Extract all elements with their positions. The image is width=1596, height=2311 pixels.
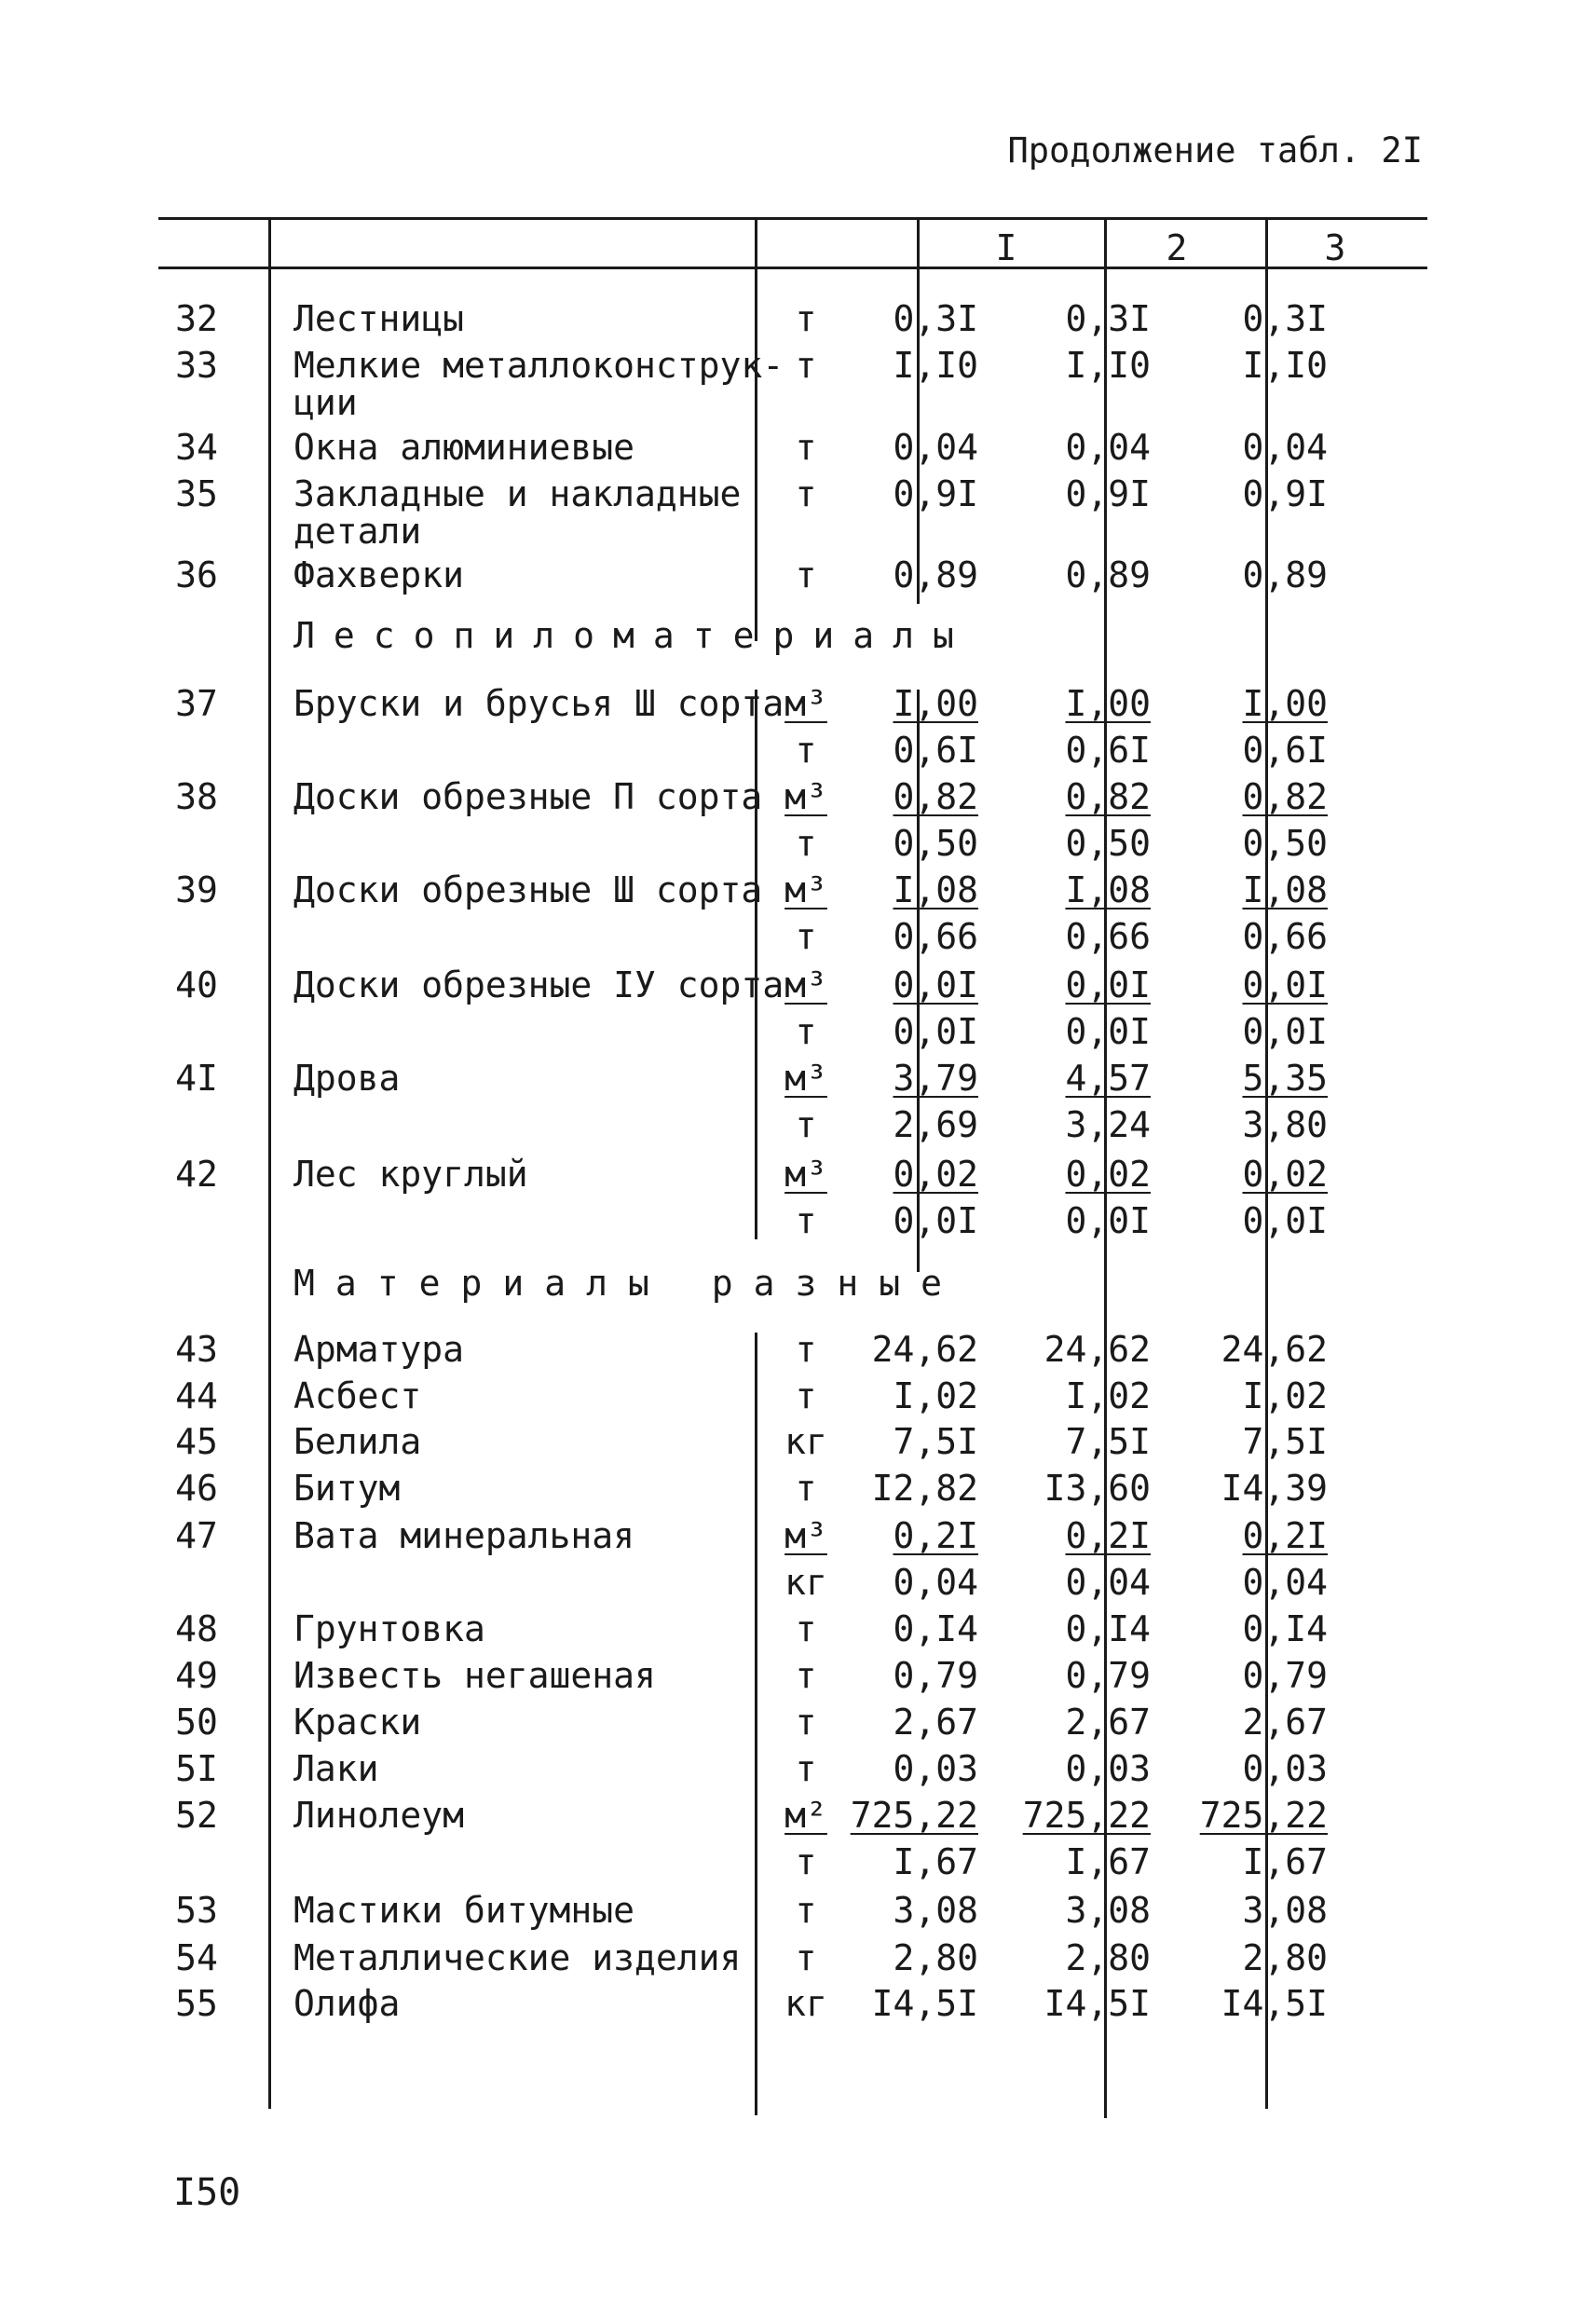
unit: т	[795, 298, 817, 339]
value-col-3: 0,3I	[1242, 298, 1328, 339]
unit: м³	[784, 1058, 827, 1099]
value-col-1: 2,67	[893, 1702, 978, 1743]
value-col-3: 5,35	[1242, 1058, 1328, 1099]
value-col-1: 0,0I	[893, 1011, 978, 1052]
value-col-2: 0,6I	[1065, 730, 1151, 771]
unit: т	[795, 1468, 817, 1509]
material-name: Лестницы	[293, 298, 465, 339]
row-number: 5I	[175, 1748, 218, 1789]
value-col-1: 0,66	[893, 916, 978, 957]
value-col-2: 3,24	[1065, 1104, 1151, 1145]
row-number: 42	[175, 1154, 218, 1195]
row-number: 44	[175, 1375, 218, 1416]
header-top-rule	[158, 217, 1427, 220]
material-name: Олифа	[293, 1983, 401, 2024]
value-col-1: 0,04	[893, 1562, 978, 1603]
unit: т	[795, 1329, 817, 1370]
value-col-1: 0,9I	[893, 473, 978, 514]
value-col-2: 2,80	[1065, 1937, 1151, 1978]
value-col-2: 0,04	[1065, 427, 1151, 468]
row-number: 37	[175, 683, 218, 724]
material-name: Мелкие металлоконструк- ции	[293, 345, 784, 423]
material-name: Закладные и накладные детали	[293, 473, 742, 552]
row-number: 32	[175, 298, 218, 339]
unit: т	[795, 427, 817, 468]
value-col-3: 0,0I	[1242, 1200, 1328, 1241]
value-col-3: 7,5I	[1242, 1421, 1328, 1462]
value-col-1: 0,79	[893, 1655, 978, 1696]
row-number: 39	[175, 869, 218, 910]
value-col-1: I,02	[893, 1375, 978, 1416]
value-col-3: 0,79	[1242, 1655, 1328, 1696]
value-col-3: 0,89	[1242, 554, 1328, 595]
value-col-2: 2,67	[1065, 1702, 1151, 1743]
value-col-2: 0,03	[1065, 1748, 1151, 1789]
value-col-2: 7,5I	[1065, 1421, 1151, 1462]
value-col-3: 3,08	[1242, 1890, 1328, 1931]
column-header-1: I	[995, 227, 1017, 268]
value-col-3: I,08	[1242, 869, 1328, 910]
value-col-3: 0,9I	[1242, 473, 1328, 514]
unit: т	[795, 823, 817, 864]
material-name: Доски обрезные П сорта	[293, 776, 763, 817]
value-col-2: 0,0I	[1065, 1200, 1151, 1241]
row-number: 47	[175, 1515, 218, 1556]
unit: м³	[784, 776, 827, 817]
material-name: Бруски и брусья Ш сорта	[293, 683, 784, 724]
row-number: 36	[175, 554, 218, 595]
unit: т	[795, 1702, 817, 1743]
value-col-1: 0,I4	[893, 1608, 978, 1649]
value-col-3: 725,22	[1199, 1795, 1328, 1836]
value-col-1: 0,2I	[893, 1515, 978, 1556]
value-col-3: 0,0I	[1242, 1011, 1328, 1052]
value-col-3: 0,04	[1242, 427, 1328, 468]
material-name: Лаки	[293, 1748, 379, 1789]
column-header-2: 2	[1166, 227, 1188, 268]
divider-name-unit	[755, 217, 757, 641]
value-col-2: I,02	[1065, 1375, 1151, 1416]
value-col-2: 0,50	[1065, 823, 1151, 864]
row-number: 43	[175, 1329, 218, 1370]
value-col-1: 0,82	[893, 776, 978, 817]
value-col-3: I4,39	[1221, 1468, 1328, 1509]
material-name: Доски обрезные Ш сорта	[293, 869, 763, 910]
value-col-1: 0,50	[893, 823, 978, 864]
value-col-2: 0,9I	[1065, 473, 1151, 514]
column-header-3: 3	[1324, 227, 1346, 268]
unit: т	[795, 1655, 817, 1696]
unit: м³	[784, 683, 827, 724]
value-col-3: 0,02	[1242, 1154, 1328, 1195]
value-col-1: 0,02	[893, 1154, 978, 1195]
value-col-1: I,08	[893, 869, 978, 910]
material-name: Битум	[293, 1468, 401, 1509]
page-number: I50	[173, 2171, 241, 2214]
value-col-1: I2,82	[871, 1468, 978, 1509]
value-col-2: 4,57	[1065, 1058, 1151, 1099]
row-number: 33	[175, 345, 218, 386]
row-number: 49	[175, 1655, 218, 1696]
unit: т	[795, 1200, 817, 1241]
unit: т	[795, 1937, 817, 1978]
value-col-3: I,02	[1242, 1375, 1328, 1416]
material-name: Белила	[293, 1421, 422, 1462]
row-number: 50	[175, 1702, 218, 1743]
material-name: Фахверки	[293, 554, 465, 595]
value-col-1: 0,0I	[893, 1200, 978, 1241]
material-name: Окна алюминиевые	[293, 427, 635, 468]
unit: м³	[784, 1515, 827, 1556]
value-col-3: 0,66	[1242, 916, 1328, 957]
value-col-1: 3,08	[893, 1890, 978, 1931]
row-number: 46	[175, 1468, 218, 1509]
unit: т	[795, 1375, 817, 1416]
value-col-1: 0,03	[893, 1748, 978, 1789]
unit: т	[795, 1841, 817, 1882]
row-number: 52	[175, 1795, 218, 1836]
value-col-1: I,00	[893, 683, 978, 724]
value-col-1: 24,62	[871, 1329, 978, 1370]
row-number: 34	[175, 427, 218, 468]
value-col-2: I,I0	[1065, 345, 1151, 386]
value-col-2: 0,2I	[1065, 1515, 1151, 1556]
unit: м³	[784, 1154, 827, 1195]
value-col-3: 0,0I	[1242, 964, 1328, 1005]
value-col-2: 0,82	[1065, 776, 1151, 817]
value-col-3: I,I0	[1242, 345, 1328, 386]
value-col-3: 0,04	[1242, 1562, 1328, 1603]
row-number: 38	[175, 776, 218, 817]
unit: т	[795, 1104, 817, 1145]
value-col-3: 0,03	[1242, 1748, 1328, 1789]
material-name: Лес круглый	[293, 1154, 528, 1195]
value-col-2: I3,60	[1044, 1468, 1151, 1509]
value-col-1: 0,3I	[893, 298, 978, 339]
material-name: Линолеум	[293, 1795, 465, 1836]
divider-num-name	[268, 217, 271, 2109]
value-col-3: I,67	[1242, 1841, 1328, 1882]
value-col-2: I4,5I	[1044, 1983, 1151, 2024]
value-col-1: 0,6I	[893, 730, 978, 771]
divider-name-unit-3	[755, 1333, 757, 2115]
row-number: 54	[175, 1937, 218, 1978]
value-col-1: I4,5I	[871, 1983, 978, 2024]
value-col-2: 0,02	[1065, 1154, 1151, 1195]
material-name: Металлические изделия	[293, 1937, 742, 1978]
material-name: Мастики битумные	[293, 1890, 635, 1931]
value-col-3: 2,67	[1242, 1702, 1328, 1743]
value-col-2: 0,I4	[1065, 1608, 1151, 1649]
value-col-3: 3,80	[1242, 1104, 1328, 1145]
section-heading: Лесопиломатериалы	[293, 615, 973, 656]
value-col-3: 0,50	[1242, 823, 1328, 864]
value-col-1: 0,0I	[893, 964, 978, 1005]
value-col-3: 2,80	[1242, 1937, 1328, 1978]
value-col-3: 24,62	[1221, 1329, 1328, 1370]
value-col-1: 7,5I	[893, 1421, 978, 1462]
section-heading: Материалы разные	[293, 1263, 963, 1304]
value-col-2: 0,79	[1065, 1655, 1151, 1696]
material-name: Вата минеральная	[293, 1515, 635, 1556]
value-col-1: I,67	[893, 1841, 978, 1882]
value-col-2: I,00	[1065, 683, 1151, 724]
value-col-2: 3,08	[1065, 1890, 1151, 1931]
material-name: Асбест	[293, 1375, 422, 1416]
row-number: 45	[175, 1421, 218, 1462]
unit: т	[795, 554, 817, 595]
unit: т	[795, 1608, 817, 1649]
row-number: 55	[175, 1983, 218, 2024]
value-col-2: I,67	[1065, 1841, 1151, 1882]
unit: м³	[784, 964, 827, 1005]
value-col-3: 0,2I	[1242, 1515, 1328, 1556]
value-col-3: 0,6I	[1242, 730, 1328, 771]
row-number: 35	[175, 473, 218, 514]
value-col-3: 0,I4	[1242, 1608, 1328, 1649]
unit: м³	[784, 869, 827, 910]
material-name: Краски	[293, 1702, 422, 1743]
material-name: Грунтовка	[293, 1608, 485, 1649]
value-col-1: I,I0	[893, 345, 978, 386]
material-name: Дрова	[293, 1058, 401, 1099]
header-bottom-rule	[158, 267, 1427, 269]
row-number: 4I	[175, 1058, 218, 1099]
value-col-1: 0,89	[893, 554, 978, 595]
value-col-2: 0,3I	[1065, 298, 1151, 339]
value-col-1: 0,04	[893, 427, 978, 468]
unit: т	[795, 473, 817, 514]
row-number: 40	[175, 964, 218, 1005]
value-col-2: 0,66	[1065, 916, 1151, 957]
value-col-2: 0,04	[1065, 1562, 1151, 1603]
unit: т	[795, 1748, 817, 1789]
value-col-1: 2,80	[893, 1937, 978, 1978]
value-col-2: 0,0I	[1065, 1011, 1151, 1052]
unit: т	[795, 1011, 817, 1052]
unit: кг	[784, 1421, 827, 1462]
unit: кг	[784, 1562, 827, 1603]
unit: т	[795, 916, 817, 957]
value-col-1: 725,22	[850, 1795, 978, 1836]
value-col-2: 725,22	[1022, 1795, 1151, 1836]
value-col-2: 0,0I	[1065, 964, 1151, 1005]
material-name: Известь негашеная	[293, 1655, 656, 1696]
row-number: 53	[175, 1890, 218, 1931]
material-name: Доски обрезные IУ сорта	[293, 964, 784, 1005]
value-col-3: I,00	[1242, 683, 1328, 724]
value-col-3: I4,5I	[1221, 1983, 1328, 2024]
value-col-1: 3,79	[893, 1058, 978, 1099]
row-number: 48	[175, 1608, 218, 1649]
material-name: Арматура	[293, 1329, 465, 1370]
value-col-3: 0,82	[1242, 776, 1328, 817]
value-col-2: 24,62	[1044, 1329, 1151, 1370]
value-col-2: I,08	[1065, 869, 1151, 910]
divider-unit-col1	[917, 217, 920, 604]
continuation-label: Продолжение табл. 2I	[1007, 130, 1423, 171]
unit: кг	[784, 1983, 827, 2024]
unit: т	[795, 345, 817, 386]
unit: т	[795, 1890, 817, 1931]
unit: т	[795, 730, 817, 771]
value-col-2: 0,89	[1065, 554, 1151, 595]
value-col-1: 2,69	[893, 1104, 978, 1145]
unit: м²	[784, 1795, 827, 1836]
